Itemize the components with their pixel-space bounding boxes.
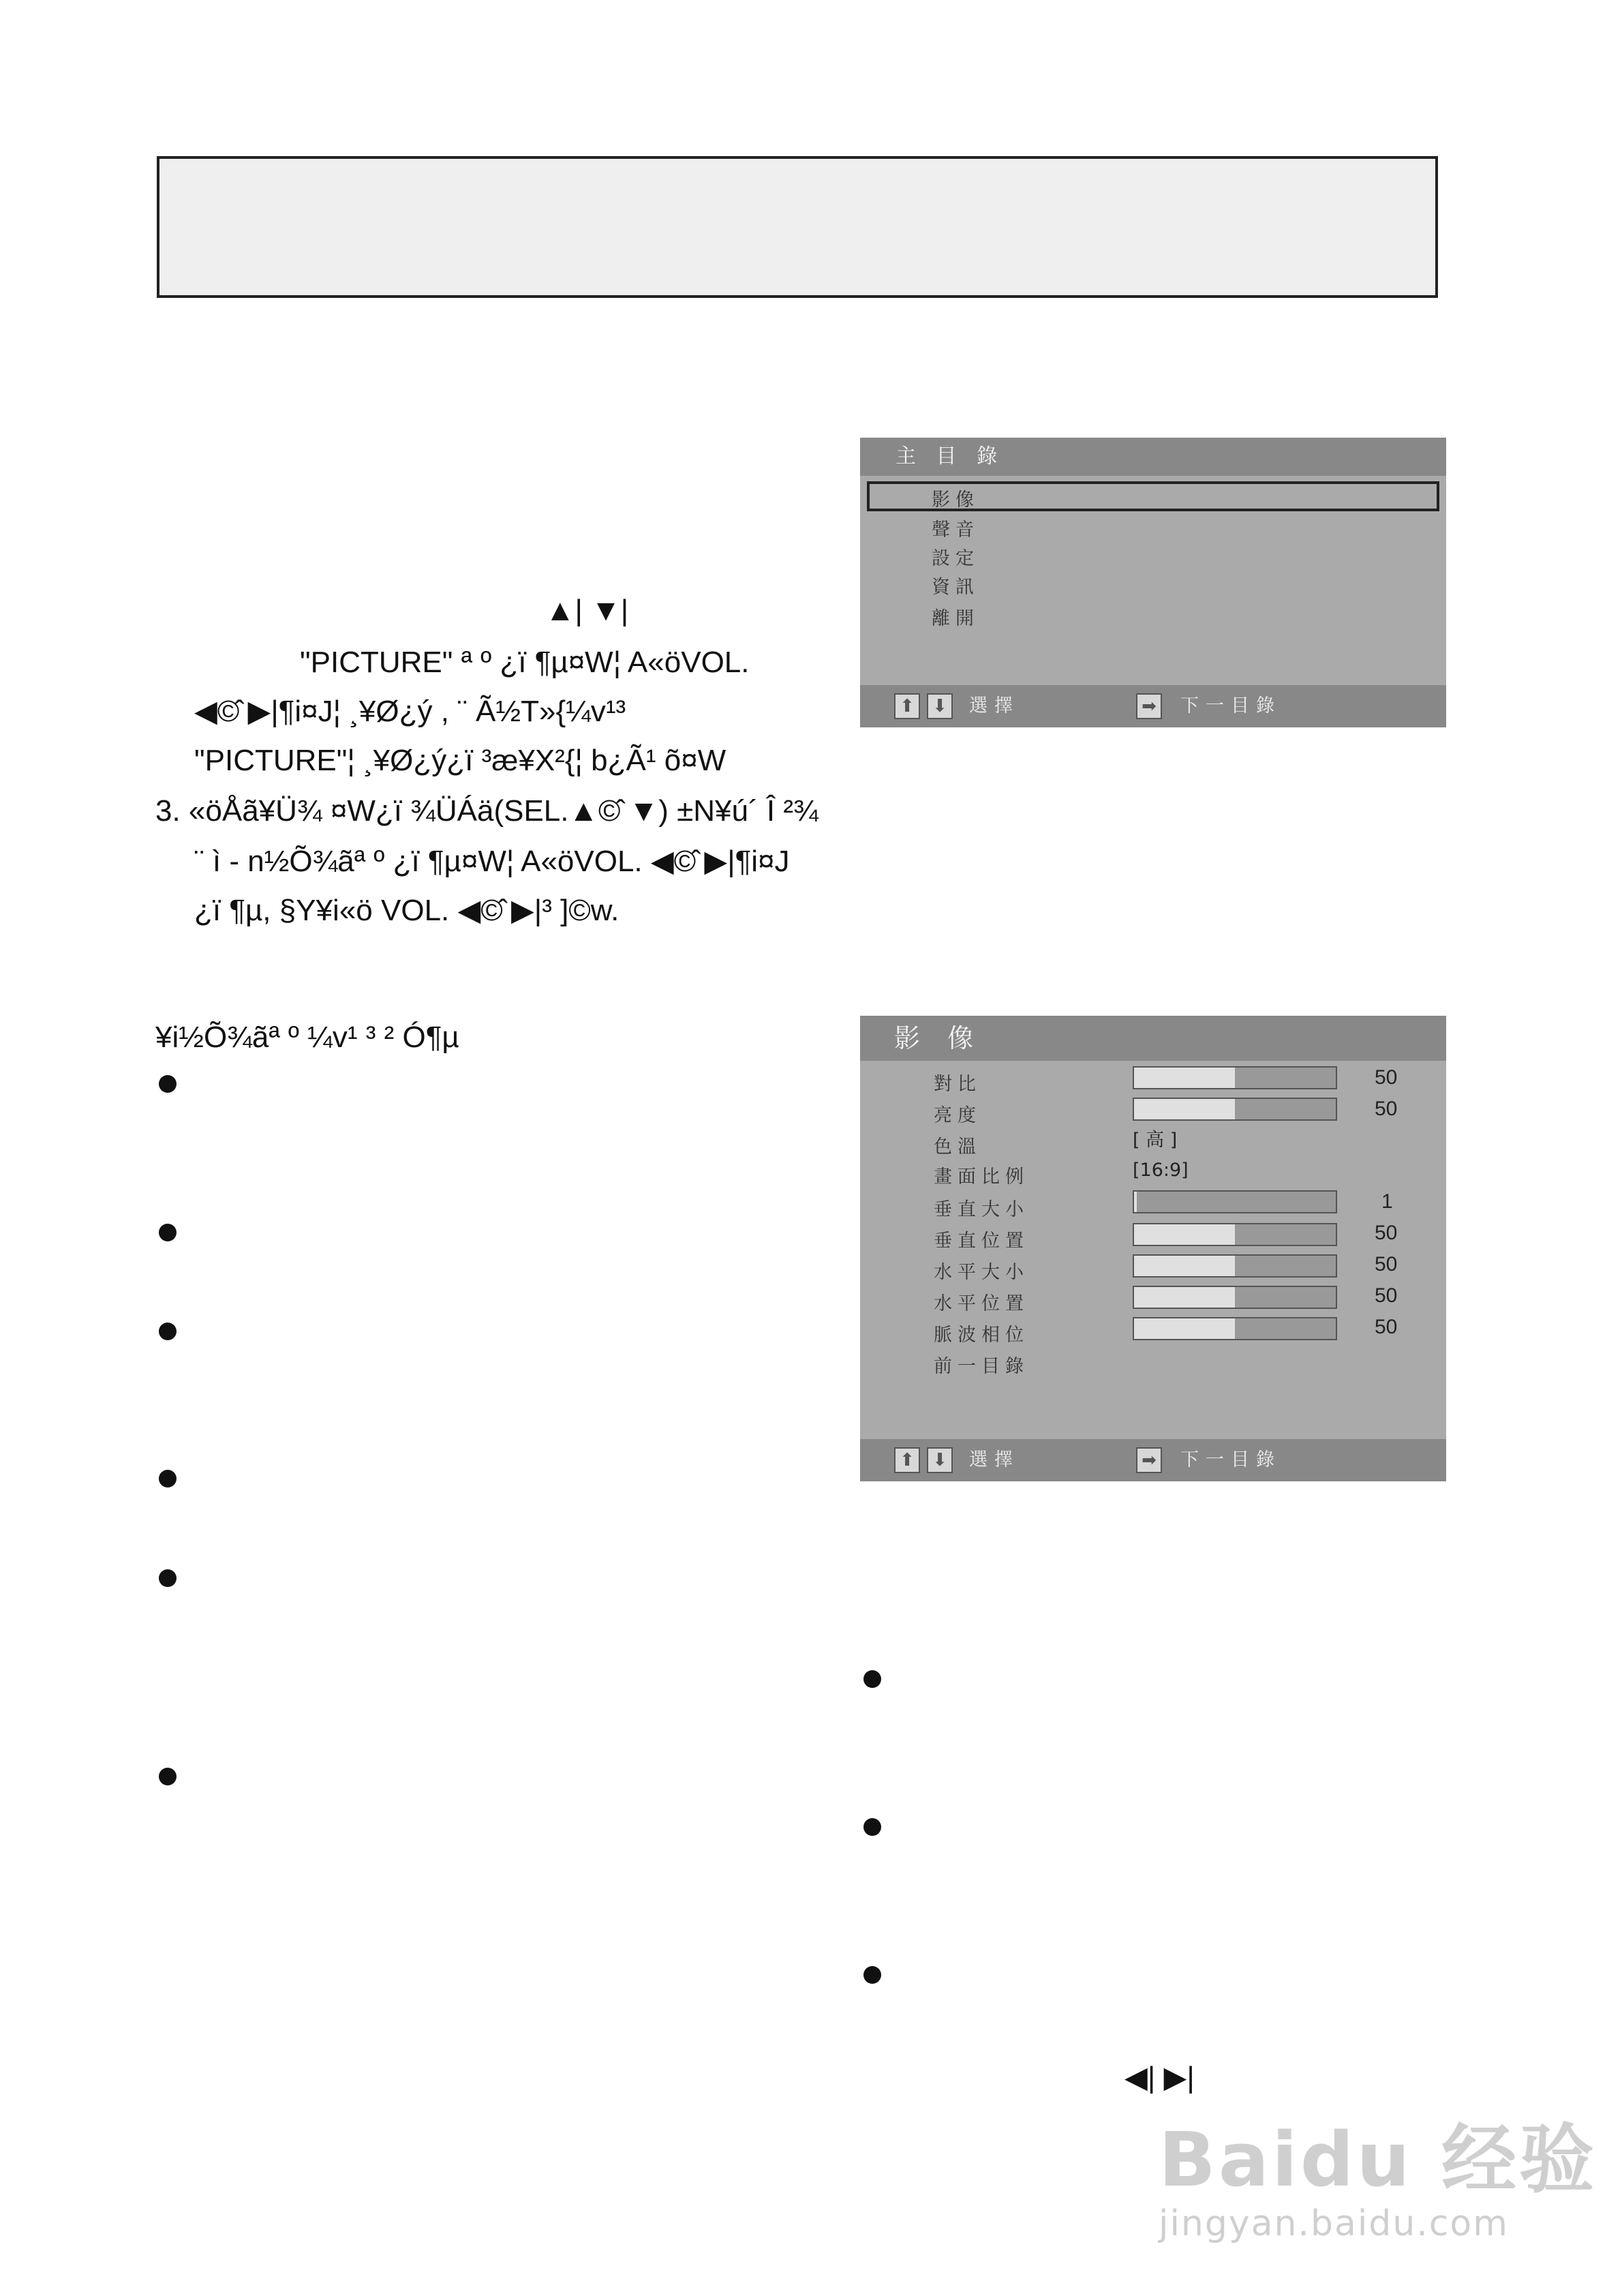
bullet-point — [159, 1569, 177, 1587]
bullet-point — [863, 1670, 881, 1688]
bullet-point — [159, 1768, 177, 1785]
brightness-value: 50 — [1375, 1098, 1398, 1120]
bullet-point — [159, 1224, 177, 1241]
text-line-3: "PICTURE"¦ ¸¥Ø¿ý¿ï ³æ¥X²{¦ b¿Ã¹ õ¤W — [194, 744, 726, 777]
osd-main-menu-footer — [860, 685, 1446, 727]
bullet-point — [863, 1966, 881, 1984]
picture-row-phase-label[interactable]: 脈波相位 — [934, 1325, 1029, 1346]
picture-row-contrast-label[interactable]: 對比 — [934, 1074, 981, 1095]
adjustable-items-heading: ¥i½Õ¾ãª º ¼v¹ ³ ² Ó¶µ — [155, 1021, 459, 1054]
right-arrow-icon: ➡ — [1136, 693, 1162, 719]
osd-picture-menu-title: 影 像 — [860, 1016, 1446, 1061]
right-arrow-icon: ➡ — [1136, 1447, 1162, 1473]
h-size-slider-fill — [1134, 1256, 1235, 1276]
menu-item-info[interactable]: 資訊 — [932, 577, 979, 598]
bullet-point — [863, 1818, 881, 1836]
brightness-slider[interactable] — [1133, 1098, 1337, 1121]
menu-item-sound[interactable]: 聲音 — [932, 519, 979, 541]
v-position-value: 50 — [1375, 1222, 1398, 1244]
menu-item-picture[interactable]: 影像 — [932, 489, 979, 511]
h-size-slider[interactable] — [1133, 1254, 1337, 1278]
v-position-slider[interactable] — [1133, 1223, 1337, 1246]
v-size-slider[interactable] — [1133, 1190, 1337, 1213]
bullet-point — [159, 1075, 177, 1093]
text-line-2: ◀©̂ ▶|¶i¤J¦ ¸¥Ø¿ý , ¨ Ã½T»{¼v¹³ — [194, 695, 626, 728]
menu-item-exit[interactable]: 離開 — [932, 608, 979, 629]
contrast-slider-fill — [1134, 1068, 1235, 1088]
phase-slider[interactable] — [1133, 1317, 1337, 1340]
picture-row-previous-menu-label[interactable]: 前一目錄 — [934, 1356, 1029, 1377]
phase-slider-fill — [1134, 1318, 1235, 1339]
h-position-value: 50 — [1375, 1284, 1398, 1307]
v-position-slider-fill — [1134, 1224, 1235, 1245]
h-size-value: 50 — [1375, 1253, 1398, 1275]
footer-select-label: 選擇 — [969, 1449, 1020, 1470]
brightness-slider-fill — [1134, 1099, 1235, 1119]
picture-row-brightness-label[interactable]: 亮度 — [934, 1105, 981, 1126]
left-right-arrows: ◀| ▶| — [1124, 2061, 1195, 2094]
v-size-slider-fill — [1134, 1192, 1137, 1212]
arrow-keys-line: ▲| ▼| — [545, 594, 629, 627]
color-temp-option[interactable]: [ 高 ] — [1133, 1130, 1178, 1151]
header-box — [157, 156, 1438, 298]
picture-row-v-position-label[interactable]: 垂直位置 — [934, 1230, 1029, 1252]
text-line-4: 3. «öÅã¥Ü¾ ¤W¿ï ¾ÜÁä(SEL.▲©̂ ▼) ±N¥ú´ Î ²¾ — [155, 794, 818, 828]
h-position-slider-fill — [1134, 1287, 1235, 1308]
down-arrow-icon: ⬇ — [927, 693, 953, 719]
picture-row-color-temp-label[interactable]: 色溫 — [934, 1136, 981, 1158]
picture-row-aspect-ratio-label[interactable]: 畫面比例 — [934, 1166, 1029, 1188]
picture-row-v-size-label[interactable]: 垂直大小 — [934, 1199, 1029, 1220]
v-size-value: 1 — [1381, 1190, 1393, 1213]
bullet-point — [159, 1470, 177, 1487]
h-position-slider[interactable] — [1133, 1286, 1337, 1309]
picture-row-h-size-label[interactable]: 水平大小 — [934, 1262, 1029, 1283]
bullet-point — [159, 1323, 177, 1340]
down-arrow-icon: ⬇ — [927, 1447, 953, 1473]
phase-value: 50 — [1375, 1316, 1398, 1338]
footer-next-menu-label: 下一目錄 — [1180, 1449, 1281, 1470]
aspect-ratio-option[interactable]: [16:9] — [1133, 1160, 1189, 1181]
osd-picture-menu — [860, 1016, 1446, 1481]
watermark-logo-text: Baidu 经验 — [1159, 2116, 1597, 2203]
footer-next-menu-label: 下一目錄 — [1180, 695, 1281, 716]
osd-main-menu — [860, 438, 1446, 727]
contrast-slider[interactable] — [1133, 1066, 1337, 1089]
picture-row-h-position-label[interactable]: 水平位置 — [934, 1293, 1029, 1314]
footer-select-label: 選擇 — [969, 695, 1020, 716]
text-line-6: ¿ï ¶µ, §Y¥i«ö VOL. ◀©̂ ▶|³ ]©w. — [194, 894, 619, 927]
watermark-url: jingyan.baidu.com — [1159, 2203, 1509, 2244]
text-line-5: ¨ ì - n½Õ¾ãª º ¿ï ¶µ¤W¦ A«öVOL. ◀©̂ ▶|¶i¤J — [194, 845, 790, 878]
up-arrow-icon: ⬆ — [894, 693, 920, 719]
contrast-value: 50 — [1375, 1066, 1398, 1089]
osd-main-menu-title: 主 目 錄 — [860, 438, 1446, 476]
menu-item-setup[interactable]: 設定 — [932, 548, 979, 569]
osd-picture-menu-footer — [860, 1439, 1446, 1481]
baidu-watermark — [1159, 2100, 1597, 2244]
text-line-1: "PICTURE" ª º ¿ï ¶µ¤W¦ A«öVOL. — [300, 646, 750, 679]
up-arrow-icon: ⬆ — [894, 1447, 920, 1473]
